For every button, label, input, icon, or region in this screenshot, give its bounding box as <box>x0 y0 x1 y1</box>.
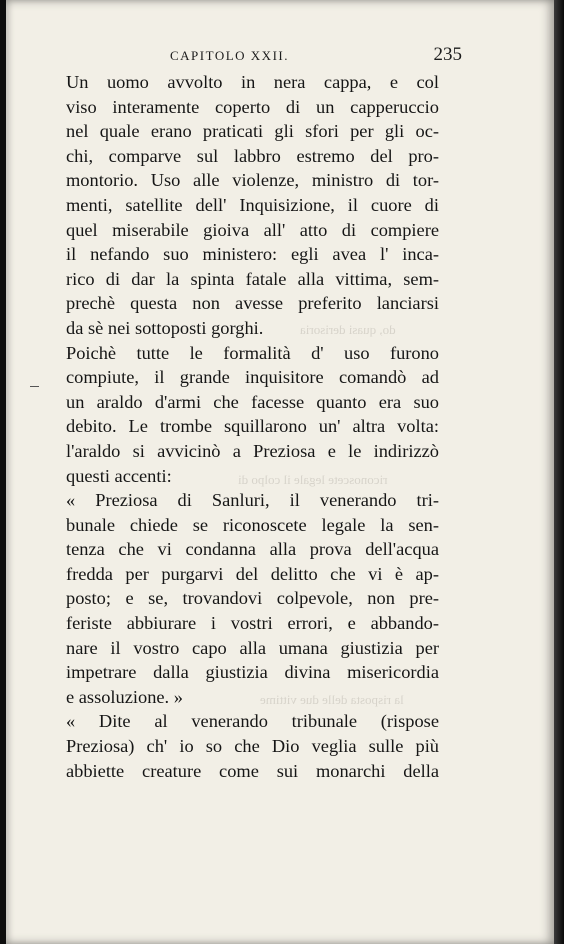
text-line: debito. Le trombe squillarono un' altra volta: <box>66 416 439 437</box>
text-line: impetrare dalla giustizia divina misericordia <box>66 662 439 683</box>
text-line: abbiette creature come sui monarchi della <box>66 760 439 781</box>
page-number: 235 <box>433 44 462 65</box>
text-line: questi accenti: <box>66 465 172 486</box>
text-line: e assoluzione. » <box>66 686 183 707</box>
body-text <box>66 70 439 783</box>
text-line: fredda per purgarvi del delitto che vi è ap- <box>66 563 439 584</box>
text-line: Un uomo avvolto in nera cappa, e col <box>66 72 439 92</box>
text-line: nel quale erano praticati gli sfori per gli oc- <box>66 121 439 142</box>
text-line: menti, satellite dell' Inquisizione, il cuore di <box>66 194 439 215</box>
page-edge-shadow <box>554 0 564 944</box>
page-header <box>66 44 462 70</box>
text-line: Preziosa) ch' io so che Dio veglia sulle più <box>66 736 439 757</box>
text-line: viso interamente coperto di un capperuccio <box>66 96 439 117</box>
text-line: chi, comparve sul labbro estremo del pro- <box>66 145 439 166</box>
text-line: rico di dar la spinta fatale alla vittima, sem- <box>66 268 439 289</box>
text-line: il nefando suo ministero: egli avea l' inca- <box>66 244 439 265</box>
text-line: un araldo d'armi che facesse quanto era suo <box>66 391 439 412</box>
text-line: nare il vostro capo alla umana giustizia per <box>66 637 439 658</box>
margin-mark <box>30 386 39 387</box>
text-line: da sè nei sottoposti gorghi. <box>66 317 264 338</box>
text-line: « Dite al venerando tribunale (rispose <box>66 711 439 732</box>
text-line: quel miserabile gioiva all' atto di compiere <box>66 219 439 240</box>
show-through-text: do, quasi derisoria <box>300 322 396 337</box>
text-line: montorio. Uso alle violenze, ministro di tor- <box>66 170 439 191</box>
text-line: compiute, il grande inquisitore comandò ad <box>66 367 439 388</box>
text-line: tenza che vi condanna alla prova dell'acqua <box>66 539 439 560</box>
text-line: feriste abbiurare i vostri errori, e abbando- <box>66 613 439 634</box>
text-line: bunale chiede se riconoscete legale la sen- <box>66 514 439 535</box>
running-head: CAPITOLO XXII. <box>170 48 289 63</box>
text-line: Poichè tutte le formalità d' uso furono <box>66 342 439 363</box>
text-line: « Preziosa di Sanluri, il venerando tri- <box>66 490 439 511</box>
text-line: posto; e se, trovandovi colpevole, non pre- <box>66 588 439 609</box>
show-through-text: riconoscete legale il colpo di <box>238 472 388 487</box>
show-through-text: la risposta delle due vittime <box>260 692 404 707</box>
text-line: prechè questa non avesse preferito lanciarsi <box>66 293 439 314</box>
text-line: l'araldo si avvicinò a Preziosa e le indirizzò <box>66 440 439 461</box>
